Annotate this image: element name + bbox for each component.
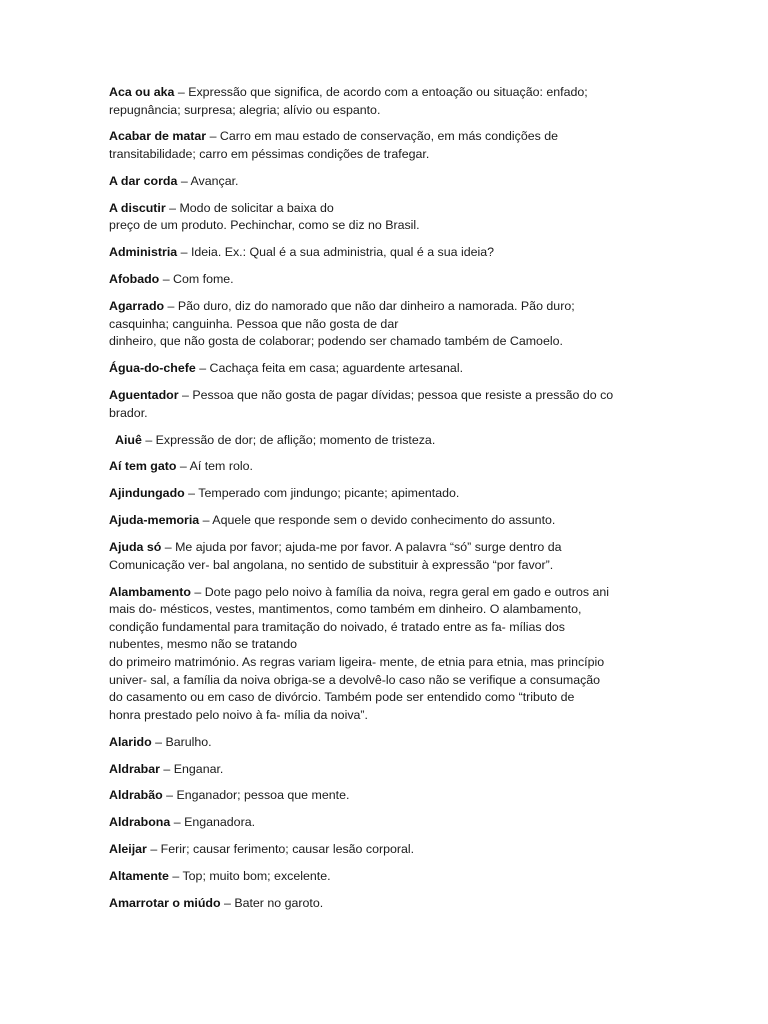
glossary-page xyxy=(109,84,661,922)
glossary-entry xyxy=(109,298,661,351)
glossary-entry xyxy=(109,814,661,832)
entry-definition: – Barulho. xyxy=(155,734,212,749)
entry-definition: – Ideia. Ex.: Qual é a sua administria, qual é a sua ideia? xyxy=(180,245,495,260)
entry-term: Ajindungado xyxy=(109,486,185,501)
entry-term: Aí tem gato xyxy=(109,459,177,474)
glossary-entry xyxy=(109,895,661,913)
entry-line xyxy=(109,298,661,316)
entry-line xyxy=(109,539,661,557)
entry-line xyxy=(109,244,661,262)
entry-line xyxy=(109,814,661,832)
entry-term: Aldrabona xyxy=(109,815,171,830)
entry-term: Ajuda-memoria xyxy=(109,513,200,528)
entry-line xyxy=(109,128,661,146)
entry-definition: – Pão duro, diz do namorado que não dar dinheiro a namorada. Pão duro; xyxy=(167,299,575,314)
entry-line: mais do- mésticos, vestes, mantimentos, como também em dinheiro. O alambamento, xyxy=(109,602,582,617)
glossary-entry xyxy=(109,734,661,752)
entry-definition: – Enganador; pessoa que mente. xyxy=(166,788,350,803)
entry-definition: – Bater no garoto. xyxy=(223,896,324,911)
entry-term: Amarrotar o miúdo xyxy=(109,896,221,911)
entry-term: Alambamento xyxy=(109,584,191,599)
glossary-entry xyxy=(109,432,661,450)
entry-line xyxy=(115,432,661,450)
entry-line: do primeiro matrimónio. As regras variam ligeira- mente, de etnia para etnia, mas princípio xyxy=(109,655,605,669)
entry-term: Aca ou aka xyxy=(109,85,175,99)
entry-definition: – Modo de solicitar a baixa do xyxy=(169,200,334,215)
entry-term: Alarido xyxy=(109,734,152,749)
entry-line: transitabilidade; carro em péssimas condições de trafegar. xyxy=(109,147,430,162)
glossary-entry xyxy=(109,200,661,235)
entry-line: nubentes, mesmo não se tratando xyxy=(109,637,298,652)
entry-term: Aldrabão xyxy=(109,788,163,803)
entry-term: Aleijar xyxy=(109,842,147,857)
entry-definition: – Pessoa que não gosta de pagar dívidas; pessoa que resiste a pressão do co xyxy=(181,388,614,403)
entry-line: preço de um produto. Pechinchar, como se diz no Brasil. xyxy=(109,218,420,233)
entry-line xyxy=(109,584,661,602)
entry-line xyxy=(109,787,661,805)
glossary-entry xyxy=(109,271,661,289)
entry-line xyxy=(109,84,661,102)
entry-line xyxy=(109,173,661,191)
entry-term: Acabar de matar xyxy=(109,129,207,144)
entry-line xyxy=(109,200,661,218)
entry-definition: – Ferir; causar ferimento; causar lesão corporal. xyxy=(150,842,415,857)
entry-term: Aguentador xyxy=(109,388,179,403)
entry-definition: – Com fome. xyxy=(162,272,234,287)
entry-definition: – Temperado com jindungo; picante; apimentado. xyxy=(188,486,460,501)
entry-line: Comunicação ver- bal angolana, no sentido de substituir à expressão “por favor”. xyxy=(109,557,554,572)
entry-definition: – Carro em mau estado de conservação, em más condições de xyxy=(209,129,559,144)
glossary-entry xyxy=(109,84,661,119)
entry-definition: – Expressão de dor; de aflição; momento de tristeza. xyxy=(145,432,436,447)
entry-term: Agarrado xyxy=(109,299,165,314)
entry-line: honra prestado pelo noivo à fa- mília da noiva”. xyxy=(109,707,368,722)
entry-term: Altamente xyxy=(109,869,169,884)
entry-line: do casamento ou em caso de divórcio. Também pode ser entendido como “tributo de xyxy=(109,690,575,705)
glossary-entry xyxy=(109,173,661,191)
entry-line: repugnância; surpresa; alegria; alívio ou espanto. xyxy=(109,102,381,117)
entry-definition: – Cachaça feita em casa; aguardente artesanal. xyxy=(199,361,464,376)
glossary-entry xyxy=(109,244,661,262)
entry-definition: – Enganar. xyxy=(163,761,224,776)
glossary-entry xyxy=(109,360,661,378)
entry-line: casquinha; canguinha. Pessoa que não gosta de dar xyxy=(109,316,399,331)
entry-line xyxy=(109,841,661,859)
entry-term: A dar corda xyxy=(109,173,178,188)
entry-term: Afobado xyxy=(109,272,160,287)
entry-line xyxy=(109,458,661,476)
glossary-entry xyxy=(109,128,661,163)
entry-definition: – Me ajuda por favor; ajuda-me por favor. A palavra “só” surge dentro da xyxy=(164,540,562,555)
glossary-entry xyxy=(109,841,661,859)
entry-term: Aldrabar xyxy=(109,761,160,776)
glossary-entry xyxy=(109,761,661,779)
entry-term: Ajuda só xyxy=(109,540,162,555)
entry-definition: – Enganadora. xyxy=(173,815,256,830)
entry-line xyxy=(109,761,661,779)
glossary-entry xyxy=(109,868,661,886)
glossary-entry xyxy=(109,787,661,805)
entry-term: Água-do-chefe xyxy=(109,361,196,376)
entry-line xyxy=(109,387,661,405)
entry-definition: – Expressão que significa, de acordo com a entoação ou situação: enfado; xyxy=(177,85,588,99)
glossary-entry xyxy=(109,512,661,530)
entry-line xyxy=(109,895,661,913)
entry-definition: – Top; muito bom; excelente. xyxy=(172,869,331,884)
entry-line xyxy=(109,360,661,378)
glossary-entry xyxy=(109,539,661,574)
glossary-entry xyxy=(109,458,661,476)
entry-line: brador. xyxy=(109,405,148,420)
entry-line: univer- sal, a família da noiva obriga-se a devolvê-lo caso não se verifique a consumação xyxy=(109,672,601,687)
entry-term: Administria xyxy=(109,245,178,260)
entry-line xyxy=(109,734,661,752)
entry-line xyxy=(109,512,661,530)
entry-line xyxy=(109,485,661,503)
entry-definition: – Avançar. xyxy=(180,173,239,188)
entry-definition: – Dote pago pelo noivo à família da noiva, regra geral em gado e outros ani xyxy=(194,584,610,599)
entry-line: dinheiro, que não gosta de colaborar; podendo ser chamado também de Camoelo. xyxy=(109,334,563,349)
entry-line xyxy=(109,271,661,289)
glossary-entry xyxy=(109,485,661,503)
entry-line xyxy=(109,868,661,886)
entry-line: condição fundamental para tramitação do noivado, é tratado entre as fa- mílias dos xyxy=(109,619,565,634)
glossary-entry xyxy=(109,387,661,422)
entry-definition: – Aí tem rolo. xyxy=(179,459,253,474)
entry-definition: – Aquele que responde sem o devido conhecimento do assunto. xyxy=(202,513,556,528)
entry-term: A discutir xyxy=(109,200,166,215)
entry-term: Aiuê xyxy=(115,432,142,447)
glossary-entry xyxy=(109,584,661,725)
